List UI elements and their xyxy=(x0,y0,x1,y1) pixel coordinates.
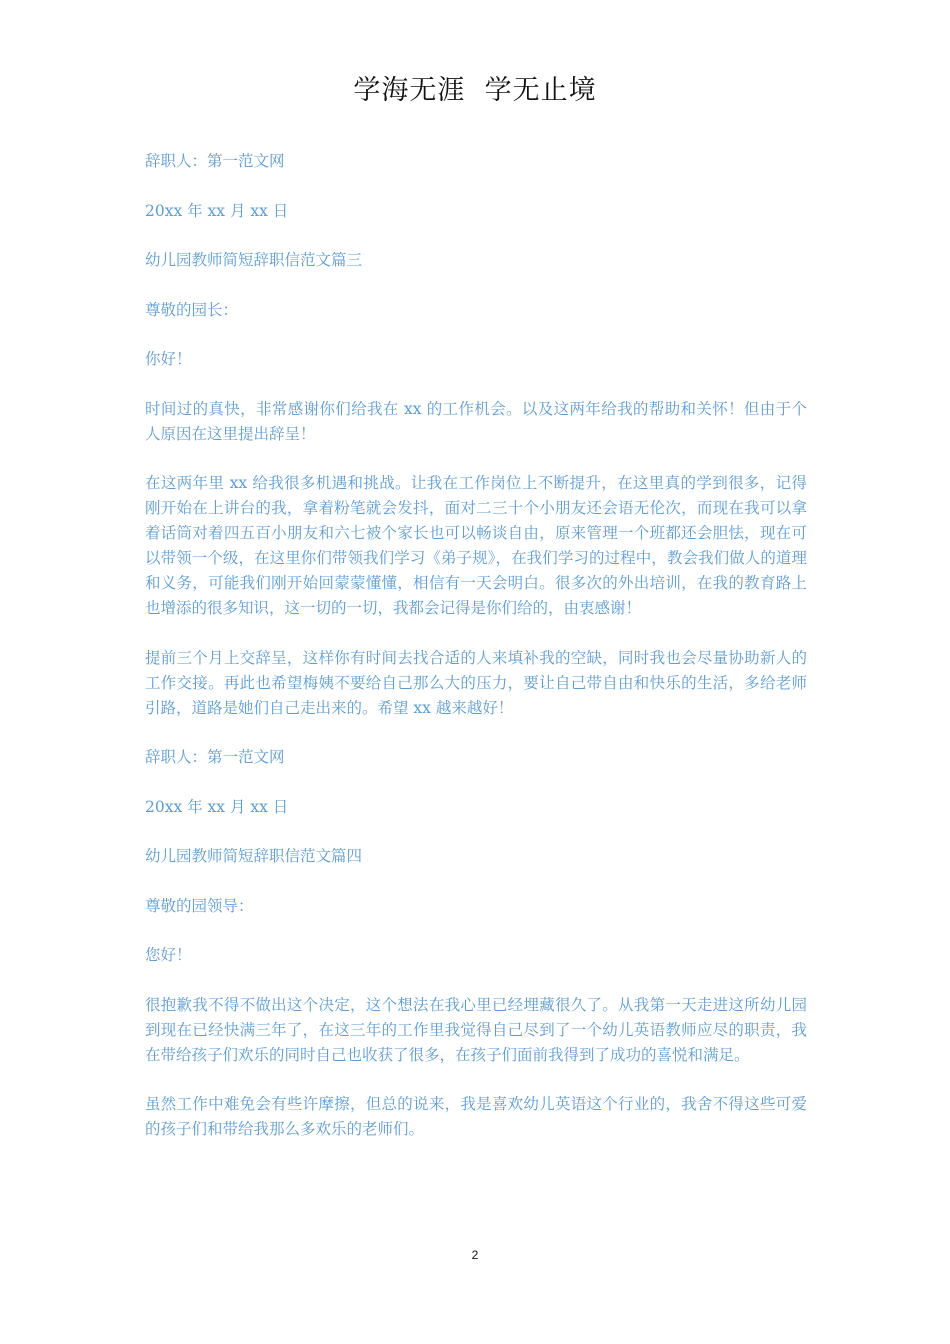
date-line: 20xx 年 xx 月 xx 日 xyxy=(145,797,289,816)
signature-line: 辞职人：第一范文网 xyxy=(145,152,285,170)
date-line: 20xx 年 xx 月 xx 日 xyxy=(145,201,289,220)
body-paragraph: 在这两年里 xx 给我很多机遇和挑战。让我在工作岗位上不断提升，在这里真的学到很多，记得刚开始在上讲台的我，拿着粉笔就会发抖，面对二三十个小朋友还会语无伦次，而现在我可以拿着话筒对着四五百小朋友和六七被个家长也可以畅谈自由，原来管理一个班都还会胆怯，现在可以带领一个级，在这里你们带领我们学习《弟子规》，在我们学习的过程中，教会我们做人的道理和义务，可能我们刚开始回蒙蒙懂懂，相信有一天会明白。很多次的外出培训，在我的教育路上也增添的很多知识，这一切的一切，我都会记得是你们给的，由衷感谢！ xyxy=(145,474,807,617)
document-body xyxy=(145,149,807,1167)
page-header-title: 学海无涯 学无止境 xyxy=(353,75,597,106)
greeting: 您好！ xyxy=(145,946,192,964)
body-paragraph: 虽然工作中难免会有些许摩擦，但总的说来，我是喜欢幼儿英语这个行业的，我舍不得这些可爱的孩子们和带给我那么多欢乐的老师们。 xyxy=(145,1095,807,1138)
salutation: 尊敬的园长： xyxy=(145,300,239,319)
salutation: 尊敬的园领导： xyxy=(145,896,254,915)
signature-line: 辞职人：第一范文网 xyxy=(145,748,285,766)
body-paragraph: 提前三个月上交辞呈，这样你有时间去找合适的人来填补我的空缺，同时我也会尽量协助新人的工作交接。再此也希望梅姨不要给自己那么大的压力，要让自己带自由和快乐的生活，多给老师引路，道路是她们自己走出来的。希望 xx 越来越好！ xyxy=(145,648,807,717)
body-paragraph: 很抱歉我不得不做出这个决定，这个想法在我心里已经埋藏很久了。从我第一天走进这所幼儿园到现在已经快满三年了，在这三年的工作里我觉得自己尽到了一个幼儿英语教师应尽的职责，我在带给孩子们欢乐的同时自己也收获了很多，在孩子们面前我得到了成功的喜悦和满足。 xyxy=(145,995,807,1064)
body-paragraph: 时间过的真快，非常感谢你们给我在 xx 的工作机会。以及这两年给我的帮助和关怀！但由于个人原因在这里提出辞呈！ xyxy=(145,399,807,443)
section-heading: 幼儿园教师简短辞职信范文篇四 xyxy=(145,847,363,865)
greeting: 你好！ xyxy=(145,350,192,368)
page-number: 2 xyxy=(471,1248,479,1262)
section-heading: 幼儿园教师简短辞职信范文篇三 xyxy=(145,251,363,269)
